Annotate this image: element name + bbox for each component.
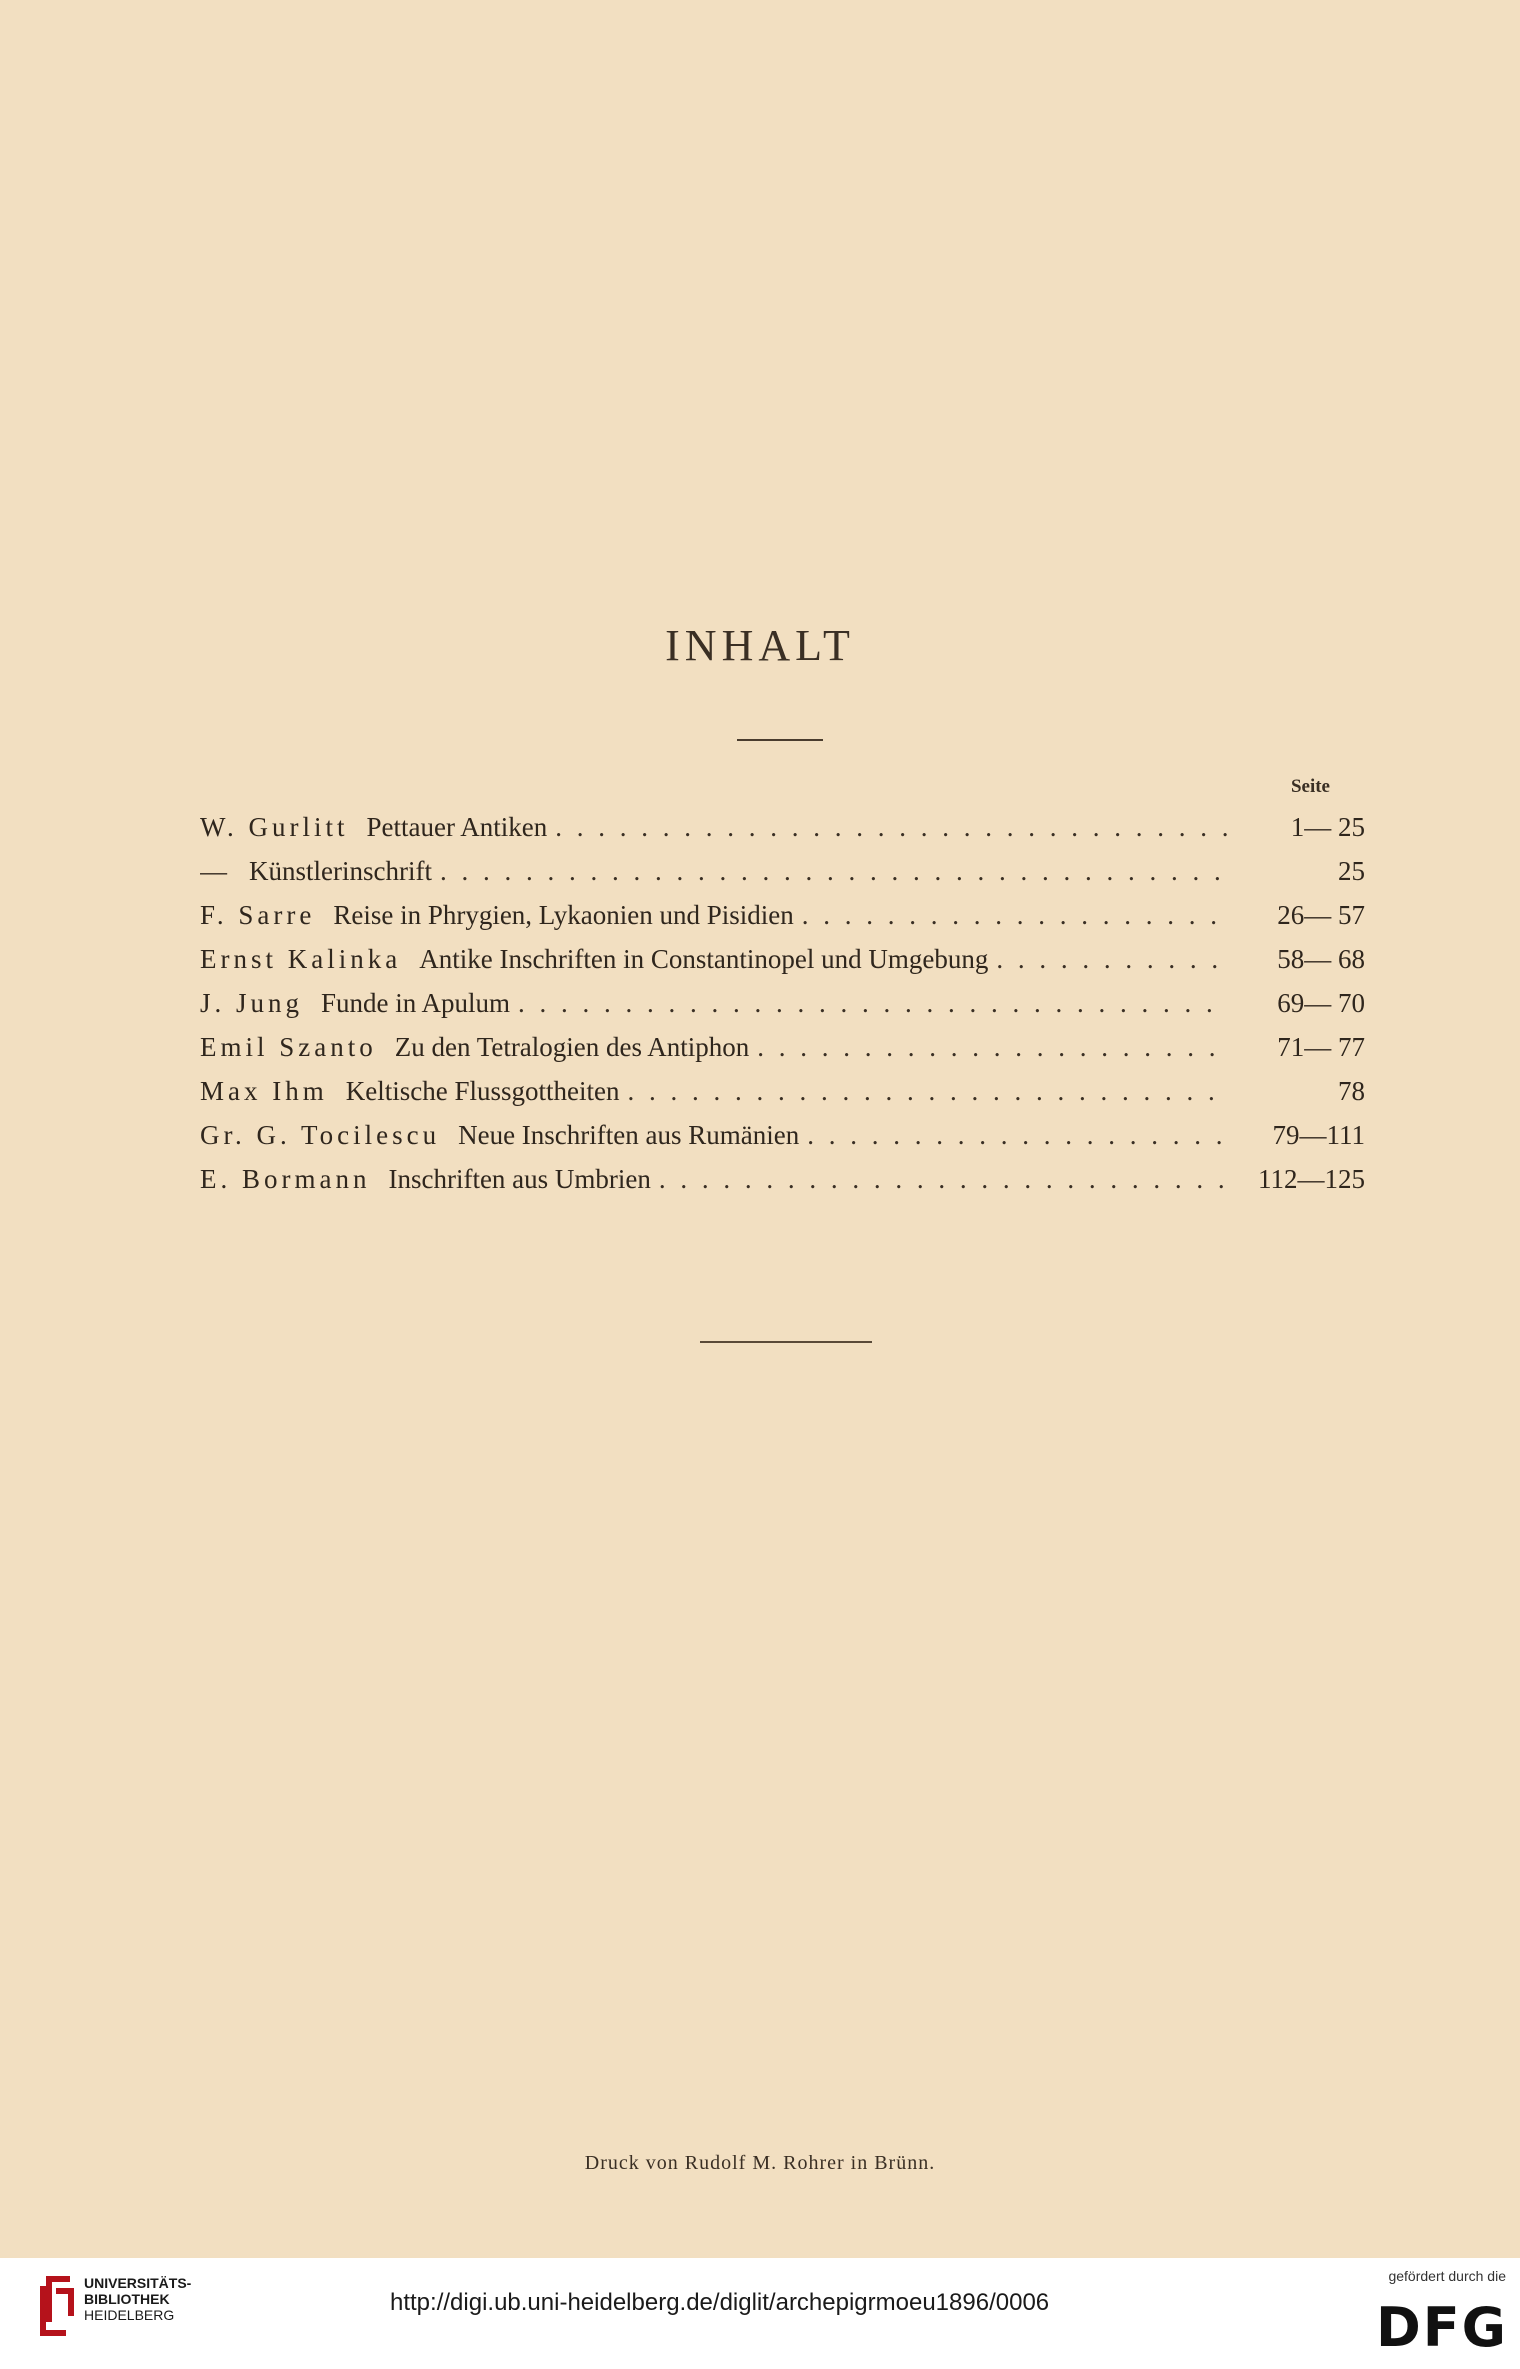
toc-entry — [200, 988, 1365, 1032]
toc-author: Ernst Kalinka — [200, 944, 402, 974]
dfg-logo: DFG — [1375, 2296, 1508, 2359]
dot-leader — [757, 1032, 1227, 1063]
toc-entry — [200, 856, 1365, 900]
library-name — [84, 2275, 224, 2323]
toc-pages: 78 — [1338, 1076, 1365, 1106]
dot-leader — [996, 944, 1227, 975]
toc-pages: 25 — [1338, 856, 1365, 886]
toc-title: Keltische Flussgottheiten — [345, 1076, 620, 1106]
toc-author: — — [200, 856, 231, 886]
toc-title: Pettauer Antiken — [366, 812, 548, 842]
toc-entry — [200, 812, 1365, 856]
toc-title: Antike Inschriften in Constantinopel und Umgebung — [419, 944, 989, 974]
toc-title: Neue Inschriften aus Rumänien — [458, 1120, 800, 1150]
toc-pages: 1— 25 — [1290, 812, 1365, 842]
pages-column-header: Seite — [1290, 776, 1330, 797]
dot-leader — [627, 1076, 1227, 1107]
printer-imprint: Druck von Rudolf M. Rohrer in Brünn. — [584, 2152, 936, 2174]
toc-author: J. Jung — [200, 988, 304, 1018]
dot-leader — [807, 1120, 1227, 1151]
toc-author: F. Sarre — [200, 900, 316, 930]
toc-pages: 79—111 — [1272, 1120, 1365, 1150]
toc-title: Künstlerinschrift — [249, 856, 432, 886]
title-divider — [737, 739, 823, 741]
dot-leader — [555, 812, 1227, 843]
page-title: INHALT — [665, 621, 855, 670]
toc-title: Zu den Tetralogien des Antiphon — [394, 1032, 750, 1062]
toc-pages: 71— 77 — [1277, 1032, 1365, 1062]
permalink-url[interactable]: http://digi.ub.uni-heidelberg.de/diglit/archepigrmoeu1896/0006 — [390, 2289, 1050, 2316]
toc-pages: 26— 57 — [1277, 900, 1365, 930]
toc-author: E. Bormann — [200, 1164, 371, 1194]
closing-divider — [700, 1341, 872, 1343]
toc-entry — [200, 1120, 1365, 1164]
funded-by-label: gefördert durch die — [1388, 2268, 1506, 2284]
toc-title: Funde in Apulum — [321, 988, 511, 1018]
toc-entry — [200, 900, 1365, 944]
toc-entry — [200, 1032, 1365, 1076]
toc-entry — [200, 1164, 1365, 1208]
toc-author: Emil Szanto — [200, 1032, 377, 1062]
library-logo-icon — [36, 2272, 78, 2344]
table-of-contents — [200, 812, 1365, 1208]
library-name-line: HEIDELBERG — [84, 2307, 175, 2323]
toc-title: Inschriften aus Umbrien — [388, 1164, 651, 1194]
dot-leader — [440, 856, 1227, 887]
dot-leader — [518, 988, 1227, 1019]
library-name-line: UNIVERSITÄTS- — [84, 2275, 192, 2291]
toc-entry — [200, 944, 1365, 988]
toc-pages: 58— 68 — [1277, 944, 1365, 974]
toc-entry — [200, 1076, 1365, 1120]
toc-author: W. Gurlitt — [200, 812, 349, 842]
toc-author: Gr. G. Tocilescu — [200, 1120, 441, 1150]
toc-title: Reise in Phrygien, Lykaonien und Pisidien — [333, 900, 794, 930]
dot-leader — [659, 1164, 1227, 1195]
library-name-line: BIBLIOTHEK — [84, 2291, 170, 2307]
dot-leader — [802, 900, 1227, 931]
toc-pages: 69— 70 — [1277, 988, 1365, 1018]
toc-pages: 112—125 — [1258, 1164, 1365, 1194]
toc-author: Max Ihm — [200, 1076, 328, 1106]
